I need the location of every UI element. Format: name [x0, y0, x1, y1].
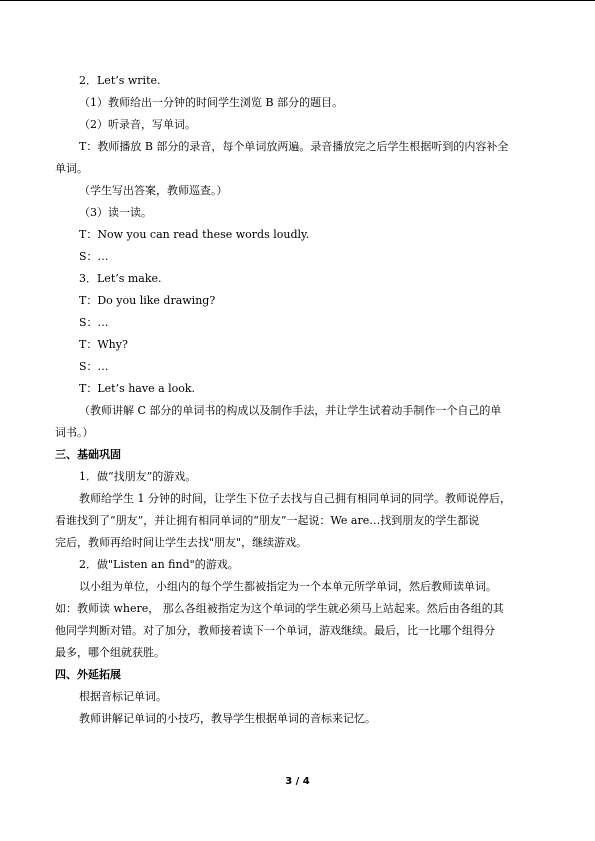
dialogue-line: T：Now you can read these words loudly.	[79, 228, 310, 241]
section-heading-extension: 四、外延拓展	[55, 668, 121, 681]
paragraph: 最多，哪个组就获胜。	[55, 646, 165, 659]
paragraph: （2）听录音，写单词。	[79, 118, 196, 131]
dialogue-line: S：…	[79, 316, 109, 329]
paragraph: 1．做“找朋友”的游戏。	[79, 470, 197, 483]
step-heading-lets-make: 3．Let’s make.	[79, 272, 162, 285]
paragraph: （1）教师给出一分钟的时间学生浏览 B 部分的题目。	[79, 96, 344, 109]
top-border-line	[0, 0, 595, 1]
paragraph: 词书。）	[55, 426, 94, 439]
dialogue-line: S：…	[79, 360, 109, 373]
document-body	[55, 70, 545, 730]
dialogue-line: T：Why?	[79, 338, 128, 351]
paragraph: 单词。	[55, 162, 88, 175]
dialogue-line: T：Let’s have a look.	[79, 382, 196, 395]
paragraph: 教师给学生 1 分钟的时间，让学生下位子去找与自己拥有相同单词的同学。教师说停后，	[79, 492, 511, 505]
paragraph: 完后，教师再给时间让学生去找"朋友"，继续游戏。	[55, 536, 308, 549]
paragraph: （3）读一读。	[79, 206, 152, 219]
paragraph: （教师讲解 C 部分的单词书的构成以及制作手法，并让学生试着动手制作一个自己的单	[79, 404, 502, 417]
paragraph: 以小组为单位，小组内的每个学生都被指定为一个本单元所学单词，然后教师读单词。	[79, 580, 497, 593]
paragraph: 他同学判断对错。对了加分，教师接着读下一个单词，游戏继续。最后，比一比哪个组得分	[55, 624, 495, 637]
dialogue-line: S：…	[79, 250, 109, 263]
paragraph: 如：教师读 where， 那么各组被指定为这个单词的学生就必须马上站起来。然后由各组的其	[55, 602, 504, 615]
paragraph: 教师讲解记单词的小技巧，教导学生根据单词的音标来记忆。	[79, 712, 376, 725]
step-heading-lets-write: 2．Let’s write.	[79, 74, 161, 87]
page-number: 3 / 4	[285, 776, 310, 787]
paragraph: 根据音标记单词。	[79, 690, 167, 703]
paragraph: 2．做"Listen an find"的游戏。	[79, 558, 239, 571]
paragraph: （学生写出答案，教师巡查。）	[79, 184, 228, 197]
dialogue-line: T：Do you like drawing?	[79, 294, 216, 307]
paragraph: 看谁找到了“朋友”，并让拥有相同单词的“朋友”一起说：We are…找到朋友的学生都说	[55, 514, 480, 527]
section-heading-consolidation: 三、基础巩固	[55, 448, 121, 461]
paragraph: T：教师播放 B 部分的录音，每个单词放两遍。录音播放完之后学生根据听到的内容补全	[79, 140, 509, 153]
